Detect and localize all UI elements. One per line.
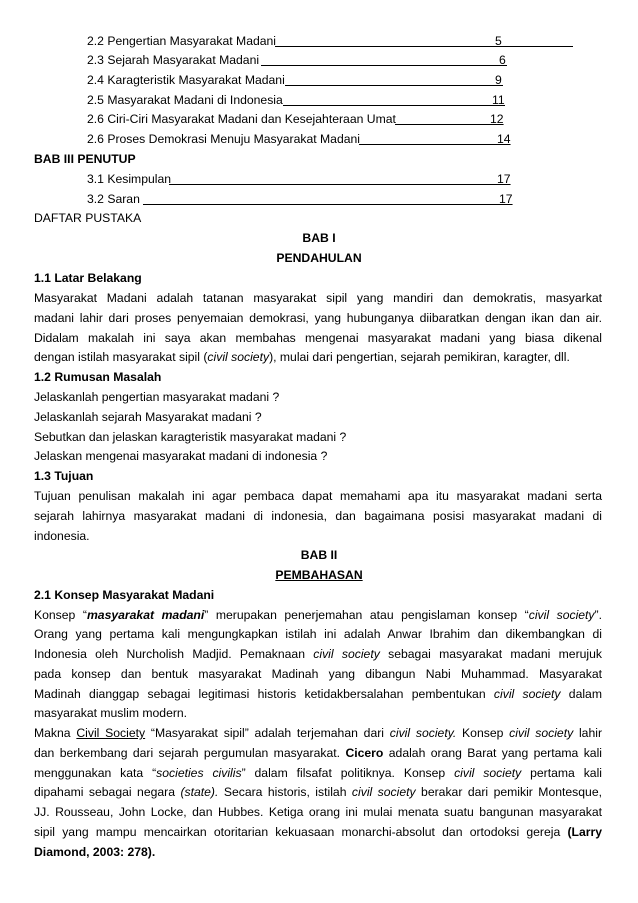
toc-label: 2.5 Masyarakat Madani di Indonesia [87, 93, 283, 107]
paragraph-line [34, 349, 602, 365]
toc-entry[interactable] [87, 92, 517, 108]
text-run: sipil yang mampu mencairkan otoritarian kekuasaan monarchi-absolut dan ortodoksi gereja [34, 825, 568, 839]
toc-page: 17 [499, 192, 513, 206]
paragraph-line: sejarah lahirnya masyarakat madani di indonesia, dan bagaimana posisi masyarakat madani di [34, 509, 602, 523]
text-run: berakar dari pemikir Montesque, [415, 785, 602, 799]
text-run: dengan istilah masyarakat sipil ( [34, 350, 208, 364]
toc-entry[interactable] [87, 33, 517, 49]
paragraph-line: Orang yang pertama kali mengungkapkan istilah ini adalah Anwar Ibrahim dan dikembangkan di [34, 627, 602, 641]
text-run-italic: civil society [528, 608, 595, 622]
text-run: ”. [594, 608, 602, 622]
paragraph-line [34, 824, 602, 840]
text-run: dalam [560, 687, 602, 701]
paragraph-line: JJ. Rousseau, John Locke, dan Hubbes. Ketiga orang ini mulai menata suatu bangunan masyarakat [34, 805, 602, 819]
toc-entry[interactable] [87, 52, 517, 68]
text-run: sebagai masyarakat madani merujuk [379, 647, 602, 661]
text-run: ), mulai dari pengertian, sejarah pemikiran, karagter, dll. [269, 350, 570, 364]
text-run: “Masyarakat sipil” adalah terjemahan dari [145, 726, 390, 740]
list-item: Sebutkan dan jelaskan karagteristik masyarakat madani ? [34, 430, 347, 444]
chapter-title: BAB II [300, 548, 338, 562]
toc-page: 14 [497, 132, 511, 146]
paragraph-line: madani lahir dari proses penyemaian demokrasi, yang hubunganya diibaratkan dengan ikan dan air. [34, 311, 602, 325]
chapter-subtitle: PEMBAHASAN [275, 568, 363, 582]
section-heading: 2.1 Konsep Masyarakat Madani [34, 588, 215, 602]
chapter-title: BAB I [302, 231, 336, 245]
paragraph-line [34, 646, 602, 662]
paragraph-line: Masyarakat Madani adalah tatanan masyarakat sipil yang mandiri dan demokratis, masyarkat [34, 291, 602, 305]
text-run-italic: civil society [509, 726, 574, 740]
toc-entry[interactable] [87, 72, 517, 88]
toc-leader [169, 184, 509, 185]
paragraph-line [34, 784, 602, 800]
toc-label: 3.1 Kesimpulan [87, 172, 172, 186]
text-run-italic: civil society [493, 687, 561, 701]
text-run: dipahami sebagai negara [34, 785, 181, 799]
toc-page: 12 [490, 112, 504, 126]
toc-daftar-pustaka[interactable]: DAFTAR PUSTAKA [34, 211, 142, 225]
toc-leader [285, 85, 503, 86]
text-run: Madinah dianggap sebagai legitimasi historis ketidakbersalahan pembentukan [34, 687, 494, 701]
toc-label: 2.4 Karagteristik Masyarakat Madani [87, 73, 285, 87]
section-heading: 1.3 Tujuan [34, 469, 94, 483]
toc-leader [283, 105, 505, 106]
paragraph-line [34, 725, 602, 741]
toc-leader [359, 144, 509, 145]
toc-page: 5 [495, 34, 502, 48]
toc-leader [275, 46, 573, 47]
text-run-italic: civil society [454, 766, 522, 780]
chapter-subtitle: PENDAHULAN [276, 251, 362, 265]
toc-label: 2.3 Sejarah Masyarakat Madani [87, 53, 260, 67]
text-run-italic: civil society [207, 350, 270, 364]
text-run-italic: civil society. [389, 726, 457, 740]
text-run-bold-italic: masyarakat madani [86, 608, 205, 622]
paragraph-line [34, 686, 602, 702]
text-run-bold: (Larry [567, 825, 602, 839]
toc-entry[interactable] [87, 111, 517, 127]
section-heading: 1.2 Rumusan Masalah [34, 370, 162, 384]
paragraph-line [34, 607, 602, 623]
civil-society-link[interactable]: Civil Society [76, 726, 146, 740]
paragraph-line: Diamond, 2003: 278). [34, 845, 156, 859]
paragraph-line: pada konsep dan bentuk masyarakat Madinah yang dibangun Nabi Muhammad. Masyarakat [34, 667, 602, 681]
section-heading: 1.1 Latar Belakang [34, 271, 142, 285]
toc-entry[interactable] [87, 131, 517, 147]
paragraph-line [34, 765, 602, 781]
toc-page: 11 [492, 93, 505, 107]
text-run: Konsep “ [34, 608, 87, 622]
toc-page: 6 [499, 53, 506, 67]
toc-label: 3.2 Saran [87, 192, 140, 206]
toc-page: 17 [497, 172, 511, 186]
text-run-italic: civil society [351, 785, 416, 799]
toc-page: 9 [495, 73, 502, 87]
text-run: dan berkembang dari sejarah pergumulan masyarakat. [34, 746, 346, 760]
text-run-italic: civil society [313, 647, 380, 661]
text-run-bold: Cicero [345, 746, 384, 760]
toc-leader [261, 65, 507, 66]
paragraph-line: masyarakat muslim modern. [34, 706, 188, 720]
toc-entry[interactable] [87, 171, 517, 187]
text-run: lahir [573, 726, 603, 740]
text-run-italic: societies civilis [156, 766, 242, 780]
text-run-italic: (state). [180, 785, 219, 799]
text-run: Secara historis, istilah [218, 785, 352, 799]
text-run: menggunakan kata “ [34, 766, 157, 780]
list-item: Jelaskanlah sejarah Masyarakat madani ? [34, 410, 262, 424]
toc-entry[interactable] [87, 191, 517, 207]
paragraph-line: indonesia. [34, 529, 90, 543]
list-item: Jelaskanlah pengertian masyarakat madani ? [34, 390, 280, 404]
paragraph-line: Didalam makalah ini saya akan membahas mengenai masyarakat madani yang biasa dikenal [34, 331, 602, 345]
toc-chapter-heading[interactable]: BAB III PENUTUP [34, 152, 136, 166]
list-item: Jelaskan mengenai masyarakat madani di indonesia ? [34, 449, 328, 463]
text-run: Makna [34, 726, 77, 740]
text-run: ” dalam filsafat politiknya. Konsep [241, 766, 455, 780]
text-run: adalah orang Barat yang pertama kali [383, 746, 602, 760]
toc-label: 2.6 Ciri-Ciri Masyarakat Madani dan Kesejahteraan Umat [87, 112, 396, 126]
toc-leader [143, 204, 511, 205]
paragraph-line: Tujuan penulisan makalah ini agar pembaca dapat memahami apa itu masyarakat madani serta [34, 489, 602, 503]
toc-label: 2.6 Proses Demokrasi Menuju Masyarakat Madani [87, 132, 360, 146]
toc-label: 2.2 Pengertian Masyarakat Madani [87, 34, 277, 48]
paragraph-line [34, 745, 602, 761]
toc-leader [395, 124, 503, 125]
text-run: ” merupakan penerjemahan atau pengislaman konsep “ [204, 608, 529, 622]
text-run: Indonesia oleh Nurcholish Madjid. Pemaknaan [34, 647, 314, 661]
text-run: Konsep [456, 726, 510, 740]
text-run: pertama kali [521, 766, 602, 780]
